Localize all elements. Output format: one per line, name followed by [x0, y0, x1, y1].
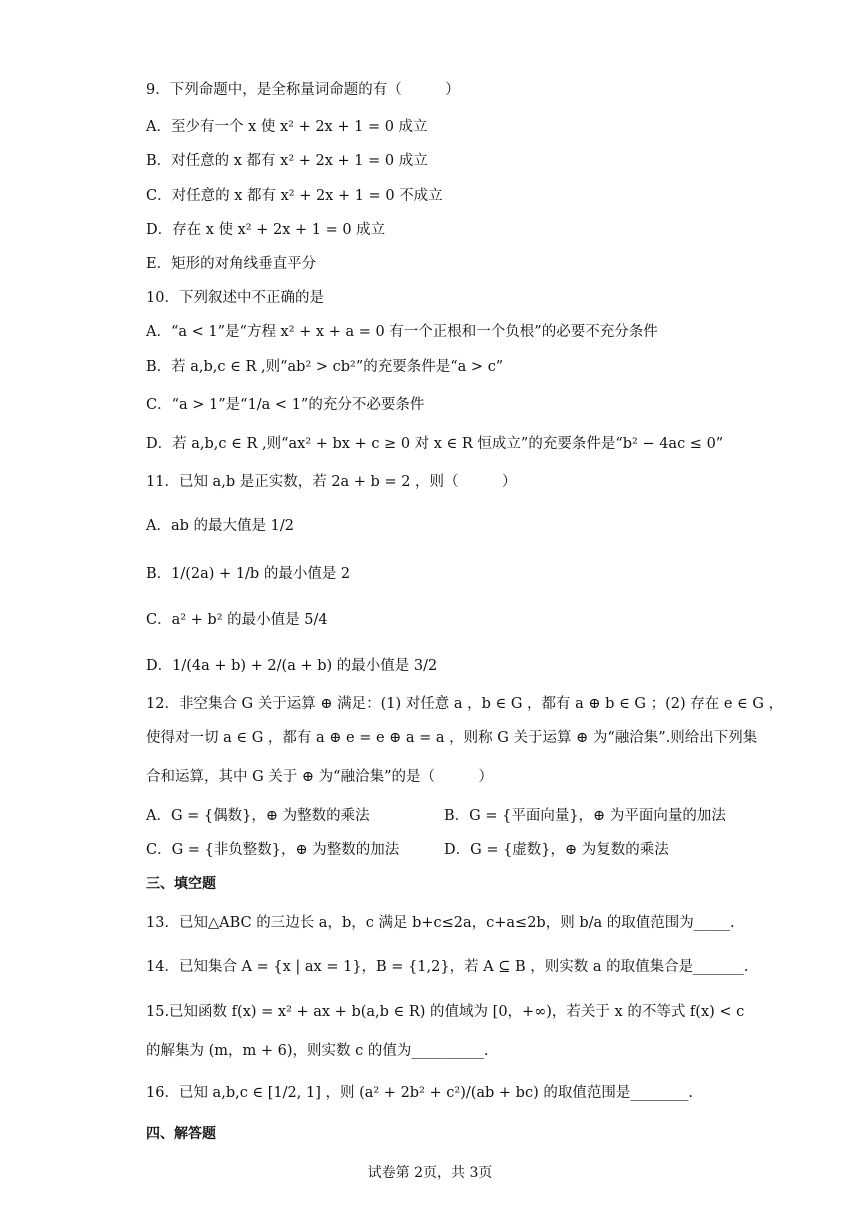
text-line-q9e: E．矩形的对角线垂直平分 — [146, 256, 317, 272]
text-line-q12c: C．G = {非负整数}，⊕ 为整数的加法 — [146, 842, 400, 858]
page-footer: 试卷第 2页，共 3页 — [367, 1165, 493, 1181]
text-line-q15l2: 的解集为 (m，m + 6)，则实数 c 的值为__________. — [146, 1043, 489, 1059]
text-line-q11c: C．a² + b² 的最小值是 5/4 — [146, 612, 328, 628]
text-line-q12a: A．G = {偶数}，⊕ 为整数的乘法 — [146, 808, 370, 824]
text-line-q11b: B．1/(2a) + 1/b 的最小值是 2 — [146, 566, 351, 582]
text-line-q10d: D．若 a,b,c ∈ R ,则“ax² + bx + c ≥ 0 对 x ∈ R 恒成立”的充要条件是“b² − 4ac ≤ 0” — [146, 436, 724, 452]
text-line-q9: 9．下列命题中，是全称量词命题的有（ ） — [146, 82, 460, 98]
text-line-q11: 11．已知 a,b 是正实数，若 2a + b = 2 ，则（ ） — [146, 474, 517, 490]
text-line-q9a: A．至少有一个 x 使 x² + 2x + 1 = 0 成立 — [146, 119, 428, 135]
text-line-sec3: 三、填空题 — [146, 876, 216, 892]
text-line-sec4: 四、解答题 — [146, 1126, 216, 1142]
text-line-q11d: D．1/(4a + b) + 2/(a + b) 的最小值是 3/2 — [146, 658, 438, 674]
text-line-q11a: A．ab 的最大值是 1/2 — [146, 518, 294, 534]
text-line-q12d: D．G = {虚数}，⊕ 为复数的乘法 — [444, 842, 669, 858]
text-line-q12l2: 使得对一切 a ∈ G ，都有 a ⊕ e = e ⊕ a = a ，则称 G 关于运算 ⊕ 为“融洽集”.则给出下列集 — [146, 730, 758, 746]
text-line-q9b: B．对任意的 x 都有 x² + 2x + 1 = 0 成立 — [146, 153, 428, 169]
text-line-q10a: A．“a < 1”是“方程 x² + x + a = 0 有一个正根和一个负根”的必要不充分条件 — [146, 324, 658, 340]
text-line-q12b: B．G = {平面向量}，⊕ 为平面向量的加法 — [444, 808, 726, 824]
text-line-q10: 10．下列叙述中不正确的是 — [146, 290, 324, 306]
text-line-q9d: D．存在 x 使 x² + 2x + 1 = 0 成立 — [146, 222, 386, 238]
text-line-q13: 13．已知△ABC 的三边长 a，b，c 满足 b+c≤2a，c+a≤2b，则 b/a 的取值范围为_____. — [146, 915, 735, 931]
text-line-q15l1: 15.已知函数 f(x) = x² + ax + b(a,b ∈ R) 的值域为 [0，+∞)，若关于 x 的不等式 f(x) < c — [146, 1004, 745, 1020]
text-line-q9c: C．对任意的 x 都有 x² + 2x + 1 = 0 不成立 — [146, 188, 443, 204]
text-line-q12l3: 合和运算，其中 G 关于 ⊕ 为“融洽集”的是（ ） — [146, 769, 493, 785]
text-line-q14: 14．已知集合 A = {x | ax = 1}，B = {1,2}，若 A ⊆ B ，则实数 a 的取值集合是_______. — [146, 959, 749, 975]
text-line-q12l1: 12．非空集合 G 关于运算 ⊕ 满足：(1) 对任意 a ，b ∈ G ，都有 a ⊕ b ∈ G ；(2) 存在 e ∈ G ， — [146, 696, 784, 712]
text-line-q16: 16．已知 a,b,c ∈ [1/2, 1] ，则 (a² + 2b² + c²)/(ab + bc) 的取值范围是________. — [146, 1085, 693, 1101]
text-line-q10b: B．若 a,b,c ∈ R ,则“ab² > cb²”的充要条件是“a > c” — [146, 359, 504, 375]
text-line-q10c: C．“a > 1”是“1/a < 1”的充分不必要条件 — [146, 397, 425, 413]
